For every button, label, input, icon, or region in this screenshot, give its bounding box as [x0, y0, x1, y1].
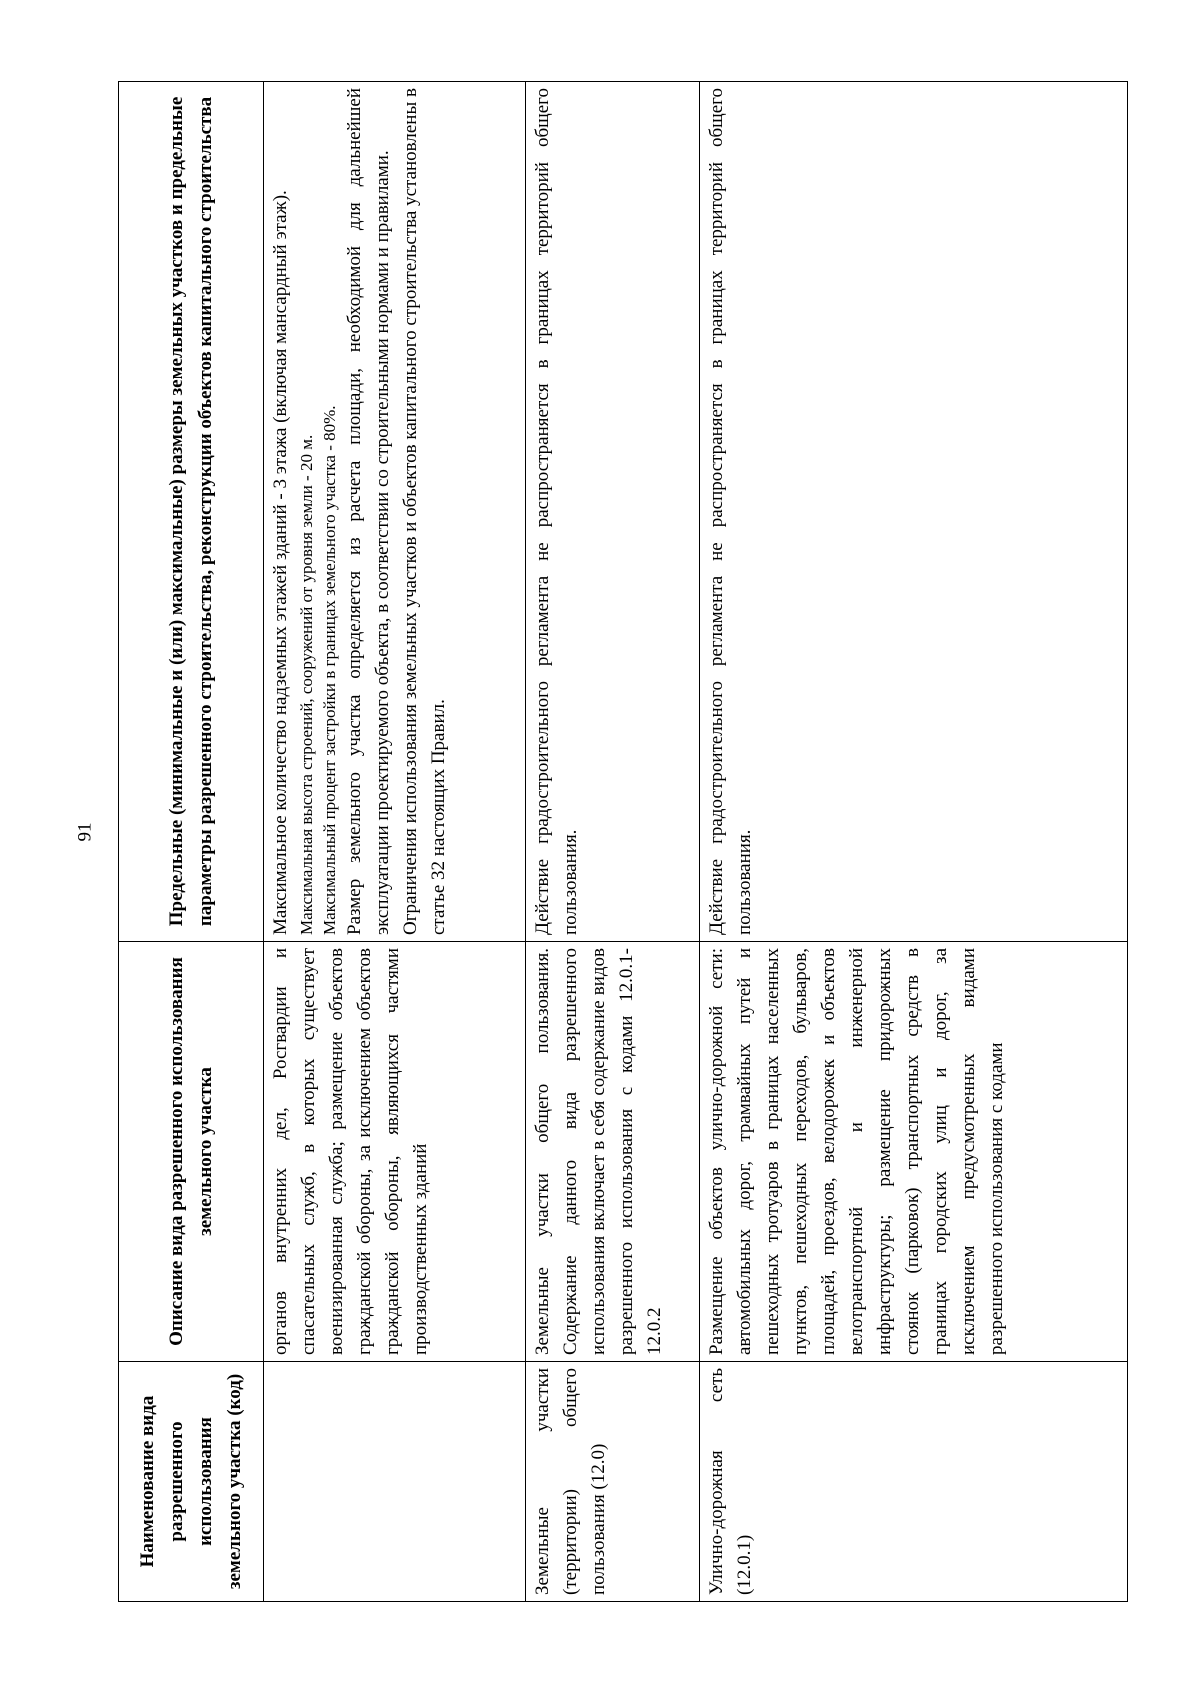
row2-description: Земельные участки общего пользования. Содержание данного вида разрешенного использования включает в себя содержание видов разрешенного использования с кодами 12.0.1-12.0.2: [526, 942, 700, 1362]
row1-param-coverage: Максимальный процент застройки в границах земельного участка - 80%.: [320, 405, 339, 935]
row2-name: Земельные участки (территории) общего пользования (12.0): [526, 1362, 700, 1602]
page-number: 91: [74, 822, 95, 842]
row1-params: [264, 82, 526, 942]
row3-name: Улично-дорожная сеть (12.0.1): [700, 1362, 1128, 1602]
row2-params: Действие градостроительного регламента не распространяется в границах территорий общего пользования.: [526, 82, 700, 942]
header-name: Наименование вида разрешенного использования земельного участка (код): [119, 1362, 264, 1602]
row1-param-floors: Максимальное количество надземных этажей зданий - 3 этажа (включая мансардный этаж).: [270, 190, 291, 935]
row1-description: органов внутренних дел, Росгвардии и спасательных служб, в которых существует военизированная служба; размещение объектов гражданской обороны, за исключением объектов гражданской обороны, являющихся частями производственных зданий: [264, 942, 526, 1362]
row1-param-restrictions: Ограничения использования земельных участков и объектов капитального строительства установлены в статье 32 настоящих Правил.: [400, 88, 449, 935]
table-row: [526, 82, 700, 1602]
permitted-use-table: [118, 81, 1128, 1602]
header-params: Предельные (минимальные и (или) максимальные) размеры земельных участков и предельные параметры разрешенного строительства, реконструкции объектов капитального строительства: [119, 82, 264, 942]
row1-name: [264, 1362, 526, 1602]
table-row: [264, 82, 526, 1602]
row3-description: Размещение объектов улично-дорожной сети: автомобильных дорог, трамвайных путей и пешеходных тротуаров в границах населенных пунктов, пешеходных переходов, бульваров, площадей, проездов, велодорожек и объектов велотранспортной и инженерной инфраструктуры; размещение придорожных стоянок (парковок) транспортных средств в границах городских улиц и дорог, за исключением предусмотренных видами разрешенного использования с кодами: [700, 942, 1128, 1362]
row1-param-height: Максимальная высота строений, сооружений от уровня земли - 20 м.: [297, 434, 316, 935]
row3-params: Действие градостроительного регламента не распространяется в границах территорий общего пользования.: [700, 82, 1128, 942]
table-header-row: [119, 82, 264, 1602]
rotated-table-container: [118, 82, 1128, 1602]
row1-param-area: Размер земельного участка определяется из расчета площади, необходимой для дальнейшей эксплуатации проектируемого объекта, в соответствии со строительными нормами и правилами.: [344, 88, 393, 935]
header-description: Описание вида разрешенного использования земельного участка: [119, 942, 264, 1362]
table-row: [700, 82, 1128, 1602]
